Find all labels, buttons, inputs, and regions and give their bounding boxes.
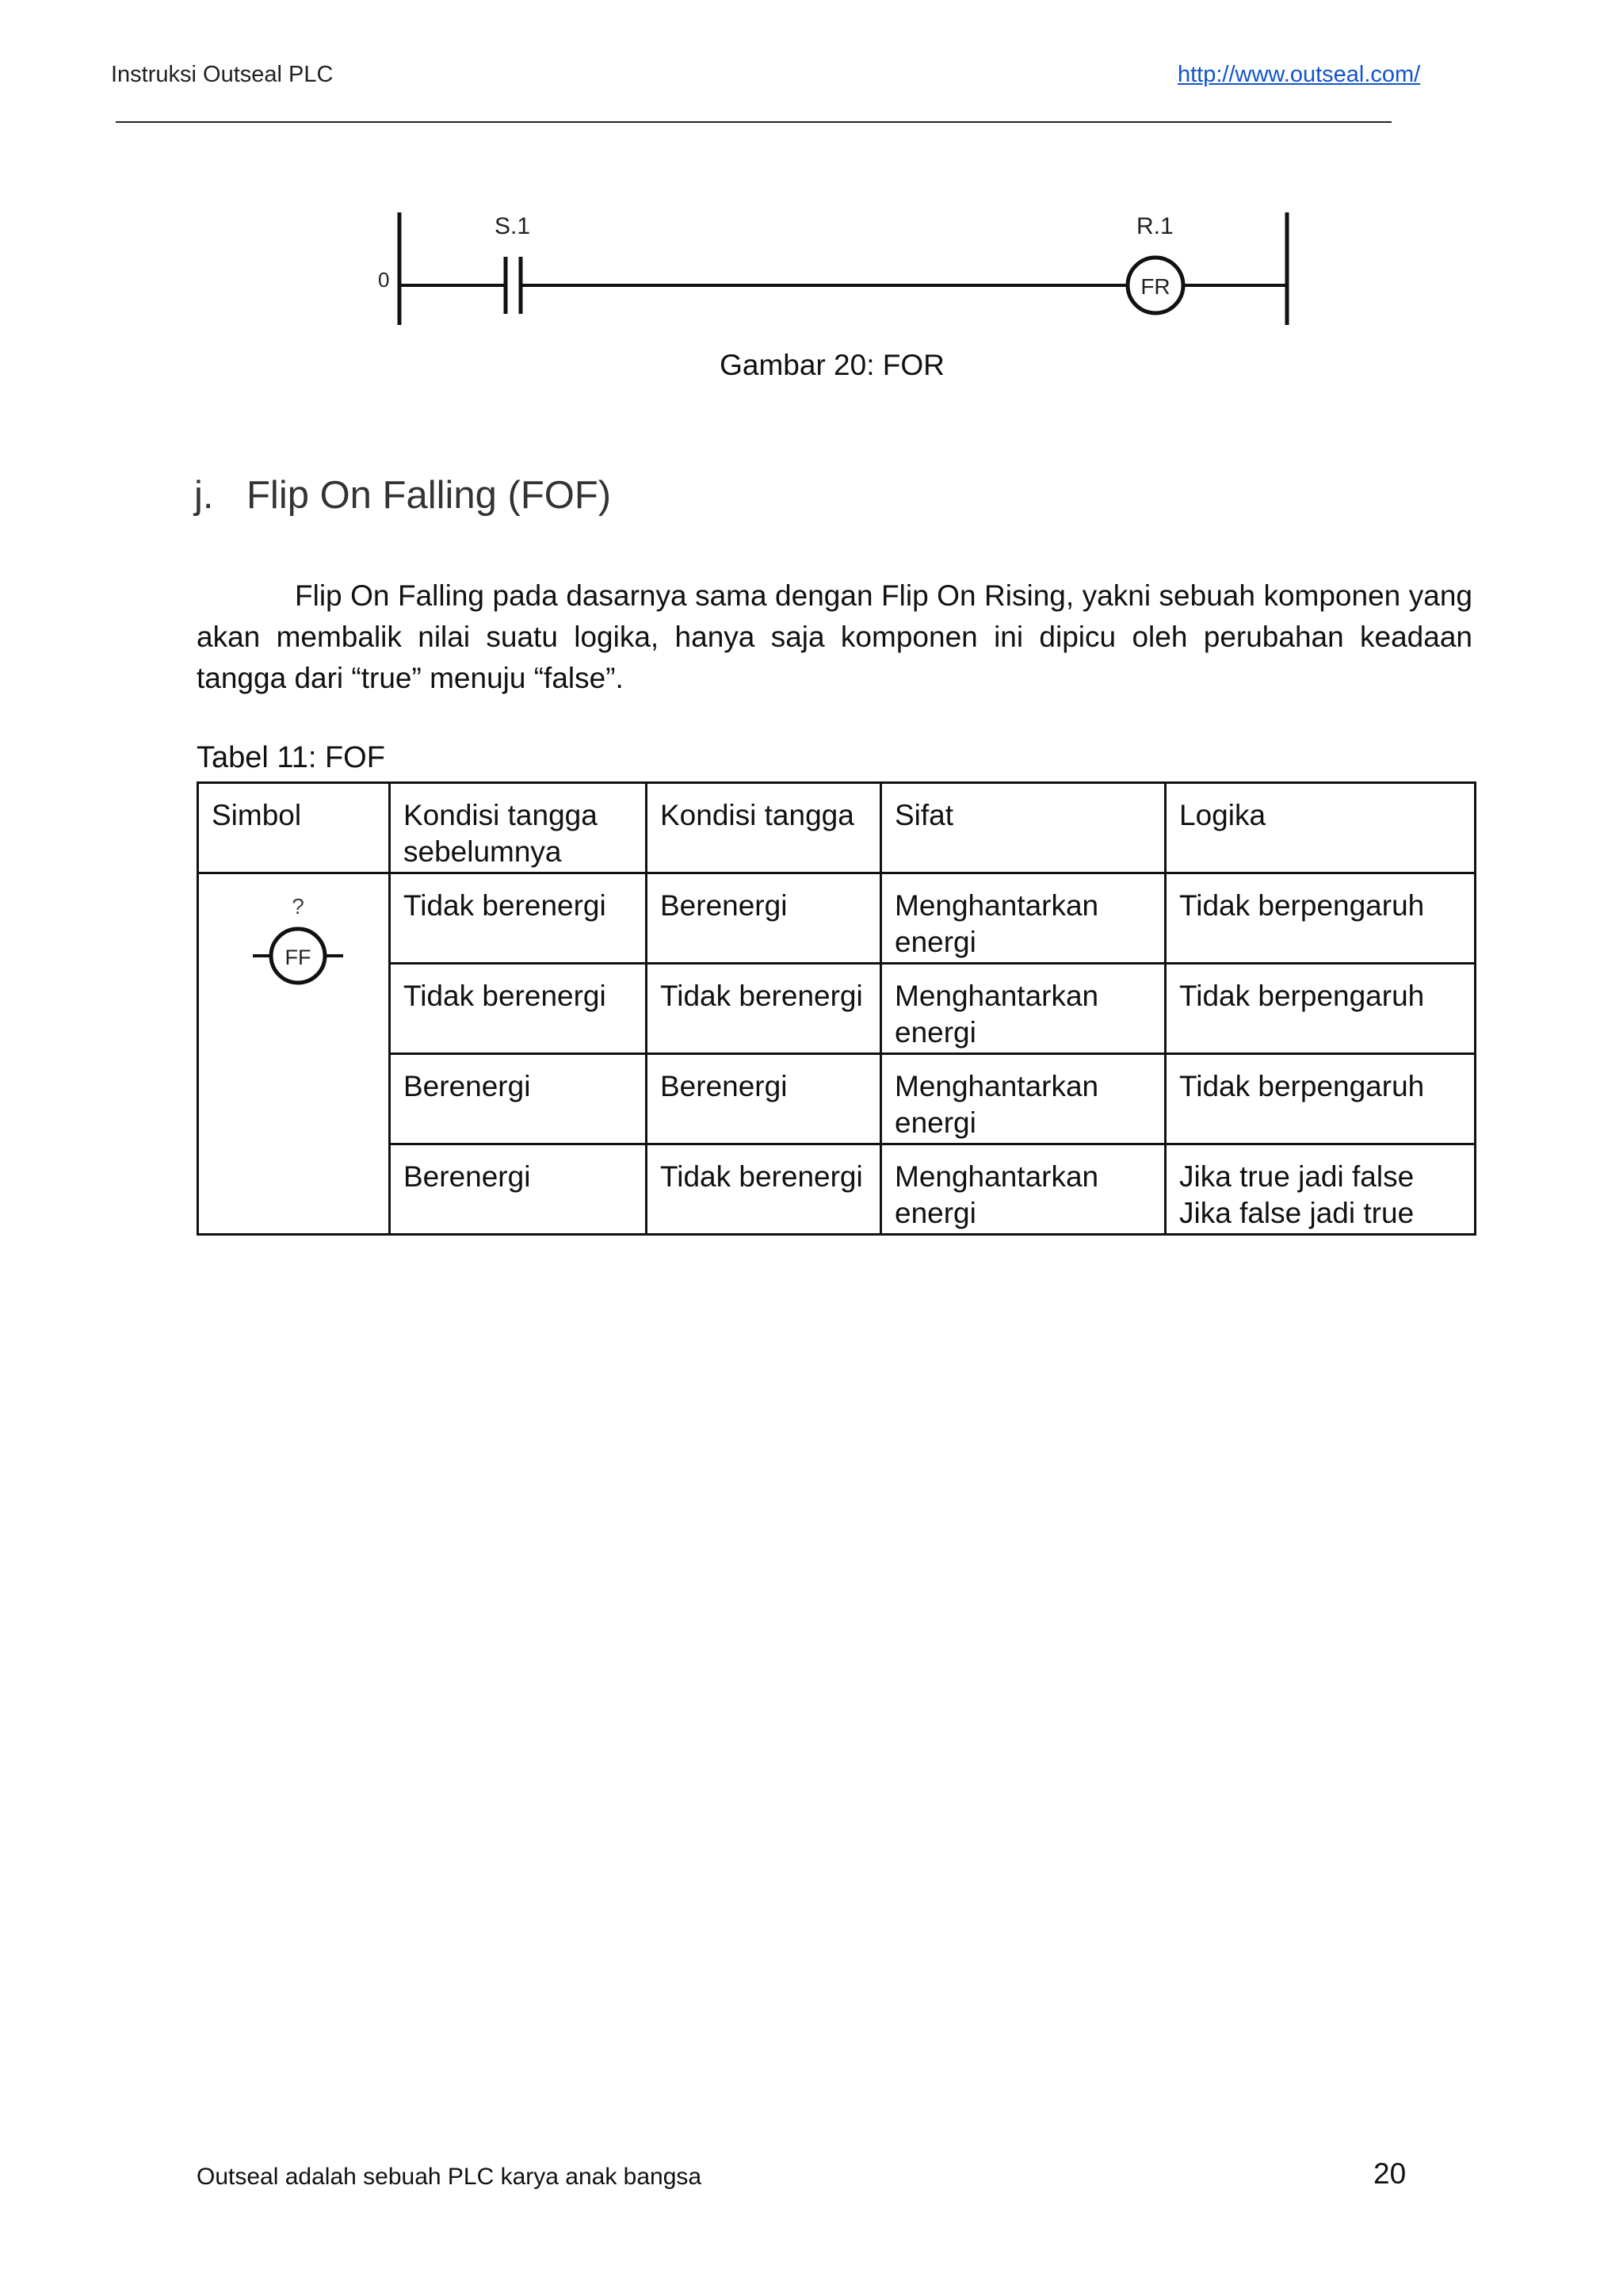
ff-symbol-text: FF: [285, 946, 311, 969]
contact-label: S.1: [495, 213, 531, 239]
cell-kondisi: Tidak berenergi: [647, 1144, 881, 1235]
cell-logika: [1166, 1144, 1476, 1235]
logika-line: Tidak berpengaruh: [1179, 889, 1425, 922]
table-header-row: [198, 783, 1476, 873]
table-caption: Tabel 11: FOF: [197, 741, 385, 774]
cell-kondisi-sebelumnya: Tidak berenergi: [390, 964, 647, 1054]
cell-sifat: Menghantarkan energi: [881, 1144, 1166, 1235]
cell-sifat: Menghantarkan energi: [881, 873, 1166, 964]
page-number: 20: [1373, 2157, 1407, 2190]
logika-line: Jika false jadi true: [1179, 1197, 1415, 1229]
cell-logika: [1166, 873, 1476, 964]
coil-label: R.1: [1136, 213, 1174, 239]
logika-line: Jika true jadi false: [1179, 1160, 1415, 1193]
cell-logika: [1166, 964, 1476, 1054]
cell-kondisi: Berenergi: [647, 873, 881, 964]
header-cell-simbol: Simbol: [198, 783, 390, 873]
section-number: j.: [194, 474, 214, 517]
body-paragraph: Flip On Falling pada dasarnya sama dengan Flip On Rising, yakni sebuah komponen yang akan membalik nilai suatu logika, hanya saja komponen ini dipicu oleh perubahan keadaan tangga dari “true” menuju “false”.: [197, 579, 1472, 694]
header-cell-kondisi: Kondisi tangga: [647, 783, 881, 873]
cell-sifat: Menghantarkan energi: [881, 964, 1166, 1054]
fr-coil-symbol: FR: [1140, 274, 1170, 299]
ff-coil-symbol: [248, 888, 348, 995]
rung-number: 0: [378, 268, 390, 292]
header-title: Instruksi Outseal PLC: [111, 62, 334, 87]
logika-line: Tidak berpengaruh: [1179, 1070, 1425, 1102]
cell-kondisi: Tidak berenergi: [647, 964, 881, 1054]
section-title: Flip On Falling (FOF): [246, 474, 612, 517]
header-cell-sifat: Sifat: [881, 783, 1166, 873]
header-url-link[interactable]: http://www.outseal.com/: [1178, 62, 1421, 87]
cell-sifat: Menghantarkan energi: [881, 1054, 1166, 1144]
section-heading: [194, 473, 611, 518]
symbol-cell: [198, 873, 390, 1235]
ladder-diagram-for: [365, 198, 1300, 333]
table-row: [198, 1054, 1476, 1144]
ff-symbol-label: ?: [291, 894, 304, 919]
header-cell-logika: Logika: [1166, 783, 1476, 873]
figure-caption: Gambar 20: FOR: [720, 349, 945, 381]
cell-kondisi: Berenergi: [647, 1054, 881, 1144]
logika-line: Tidak berpengaruh: [1179, 980, 1425, 1012]
cell-kondisi-sebelumnya: Berenergi: [390, 1144, 647, 1235]
table-row: [198, 873, 1476, 964]
table-row: [198, 1144, 1476, 1235]
cell-kondisi-sebelumnya: Berenergi: [390, 1054, 647, 1144]
cell-kondisi-sebelumnya: Tidak berenergi: [390, 873, 647, 964]
cell-logika: [1166, 1054, 1476, 1144]
table-row: [198, 964, 1476, 1054]
header-divider: [116, 121, 1392, 123]
header-cell-kondisi-sebelumnya: Kondisi tangga sebelumnya: [390, 783, 647, 873]
footer-tagline: Outseal adalah sebuah PLC karya anak bangsa: [197, 2164, 702, 2190]
fof-table: [197, 781, 1476, 1236]
